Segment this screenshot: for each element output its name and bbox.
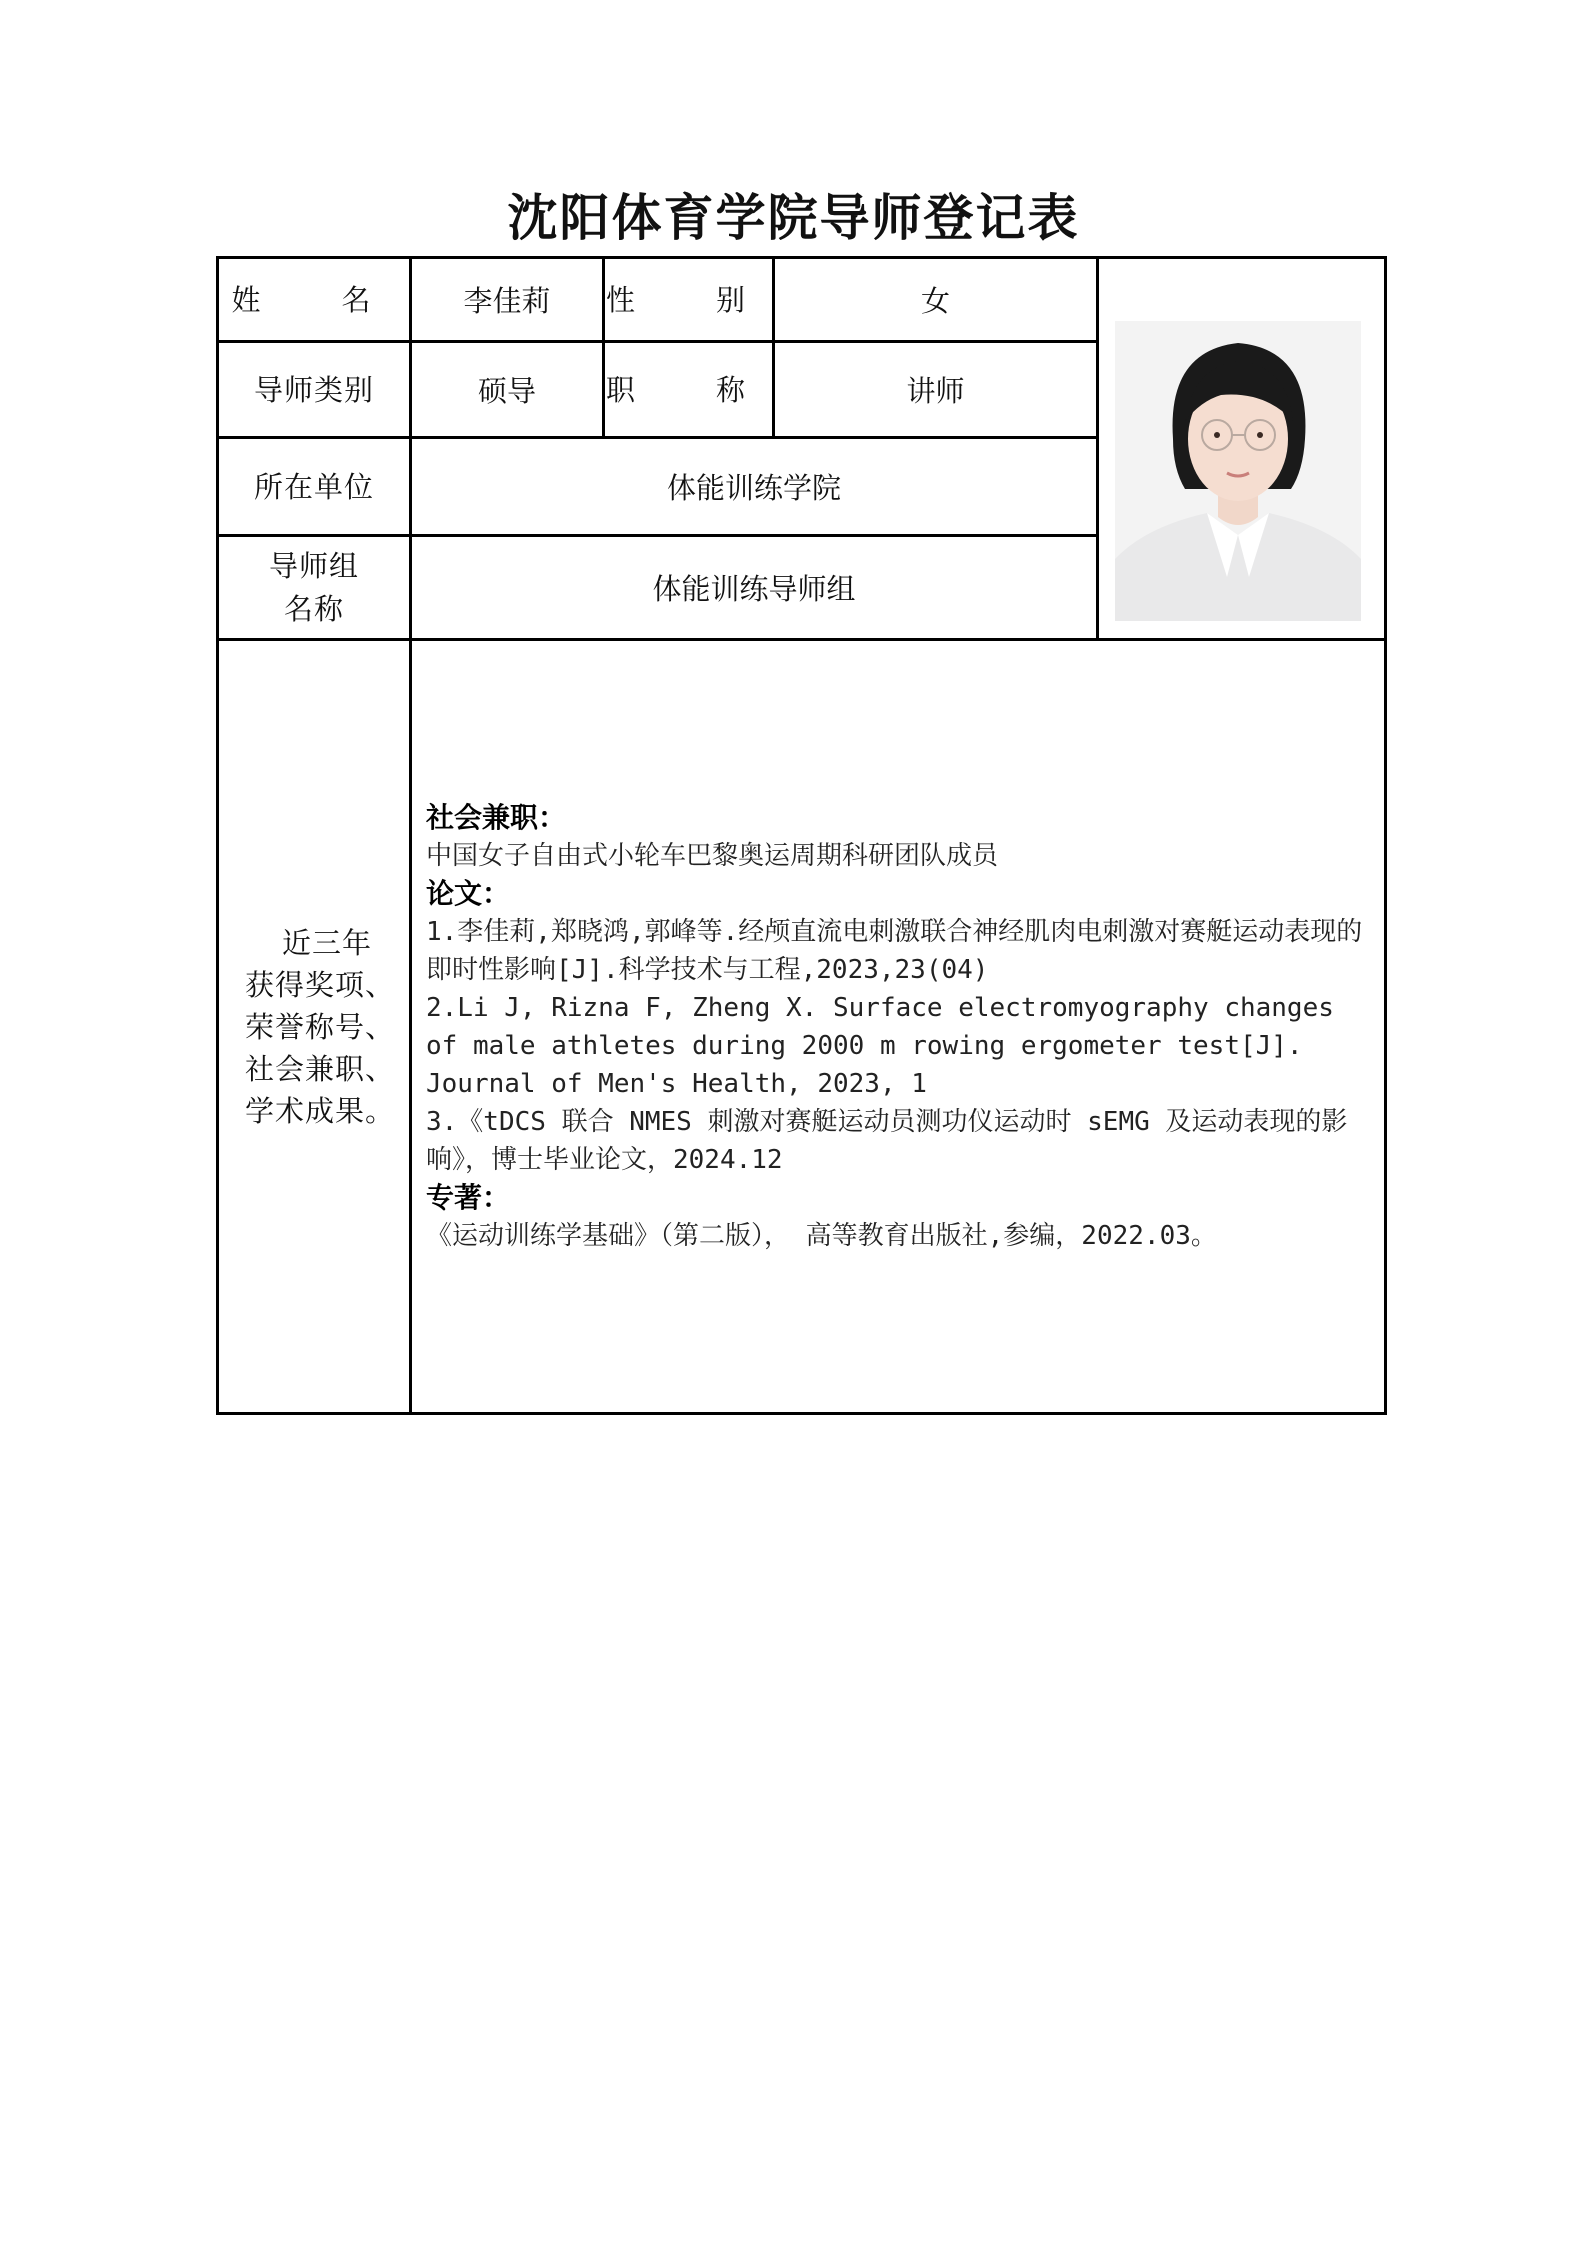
photo-cell [1098, 258, 1386, 640]
unit-value: 体能训练学院 [411, 438, 1098, 536]
position-value: 讲师 [774, 342, 1098, 438]
gender-value: 女 [774, 258, 1098, 342]
papers-heading: 论文： [426, 876, 511, 910]
unit-label: 所在单位 [218, 438, 411, 536]
achievements-content [411, 640, 1386, 1414]
achievements-label-line: 社会兼职、 [244, 1051, 395, 1086]
social-text: 中国女子自由式小轮车巴黎奥运周期科研团队成员 [426, 840, 999, 871]
gender-label: 性 别 [604, 258, 774, 342]
portrait-image [1115, 321, 1361, 621]
portrait-photo [1115, 321, 1361, 621]
tutor-type-label: 导师类别 [218, 342, 411, 438]
registration-form [216, 256, 1387, 1415]
paper-item: 2.Li J, Rizna F, Zheng X. Surface electromyography changes of male athletes during 2000 m rowing ergometer test[J]. Journal of Men's Health, 2023, 1 [426, 992, 1334, 1099]
achievements-label-line: 获得奖项、 [244, 967, 395, 1002]
group-label [218, 536, 411, 640]
group-label-line1: 导师组 [268, 548, 359, 583]
name-label: 姓 名 [218, 258, 411, 342]
books-heading: 专著： [426, 1180, 511, 1214]
achievements-label-line: 荣誉称号、 [244, 1009, 395, 1044]
name-value: 李佳莉 [411, 258, 604, 342]
position-label: 职 称 [604, 342, 774, 438]
page-title: 沈阳体育学院导师登记表 [507, 188, 1080, 247]
paper-item: 3.《tDCS 联合 NMES 刺激对赛艇运动员测功仪运动时 sEMG 及运动表现的影响》，博士毕业论文，2024.12 [426, 1106, 1348, 1175]
tutor-type-value: 硕导 [411, 342, 604, 438]
paper-item: 1.李佳莉,郑晓鸿,郭峰等.经颅直流电刺激联合神经肌肉电刺激对赛艇运动表现的即时性影响[J].科学技术与工程,2023,23(04) [426, 916, 1363, 985]
social-heading: 社会兼职： [426, 800, 567, 834]
achievements-label-line: 近三年 [281, 925, 372, 960]
achievements-label [218, 640, 411, 1414]
group-value: 体能训练导师组 [411, 536, 1098, 640]
book-item: 《运动训练学基础》（第二版）， 高等教育出版社,参编，2022.03。 [426, 1220, 1217, 1251]
group-label-line2: 名称 [283, 591, 344, 626]
achievements-label-line: 学术成果。 [244, 1093, 395, 1128]
